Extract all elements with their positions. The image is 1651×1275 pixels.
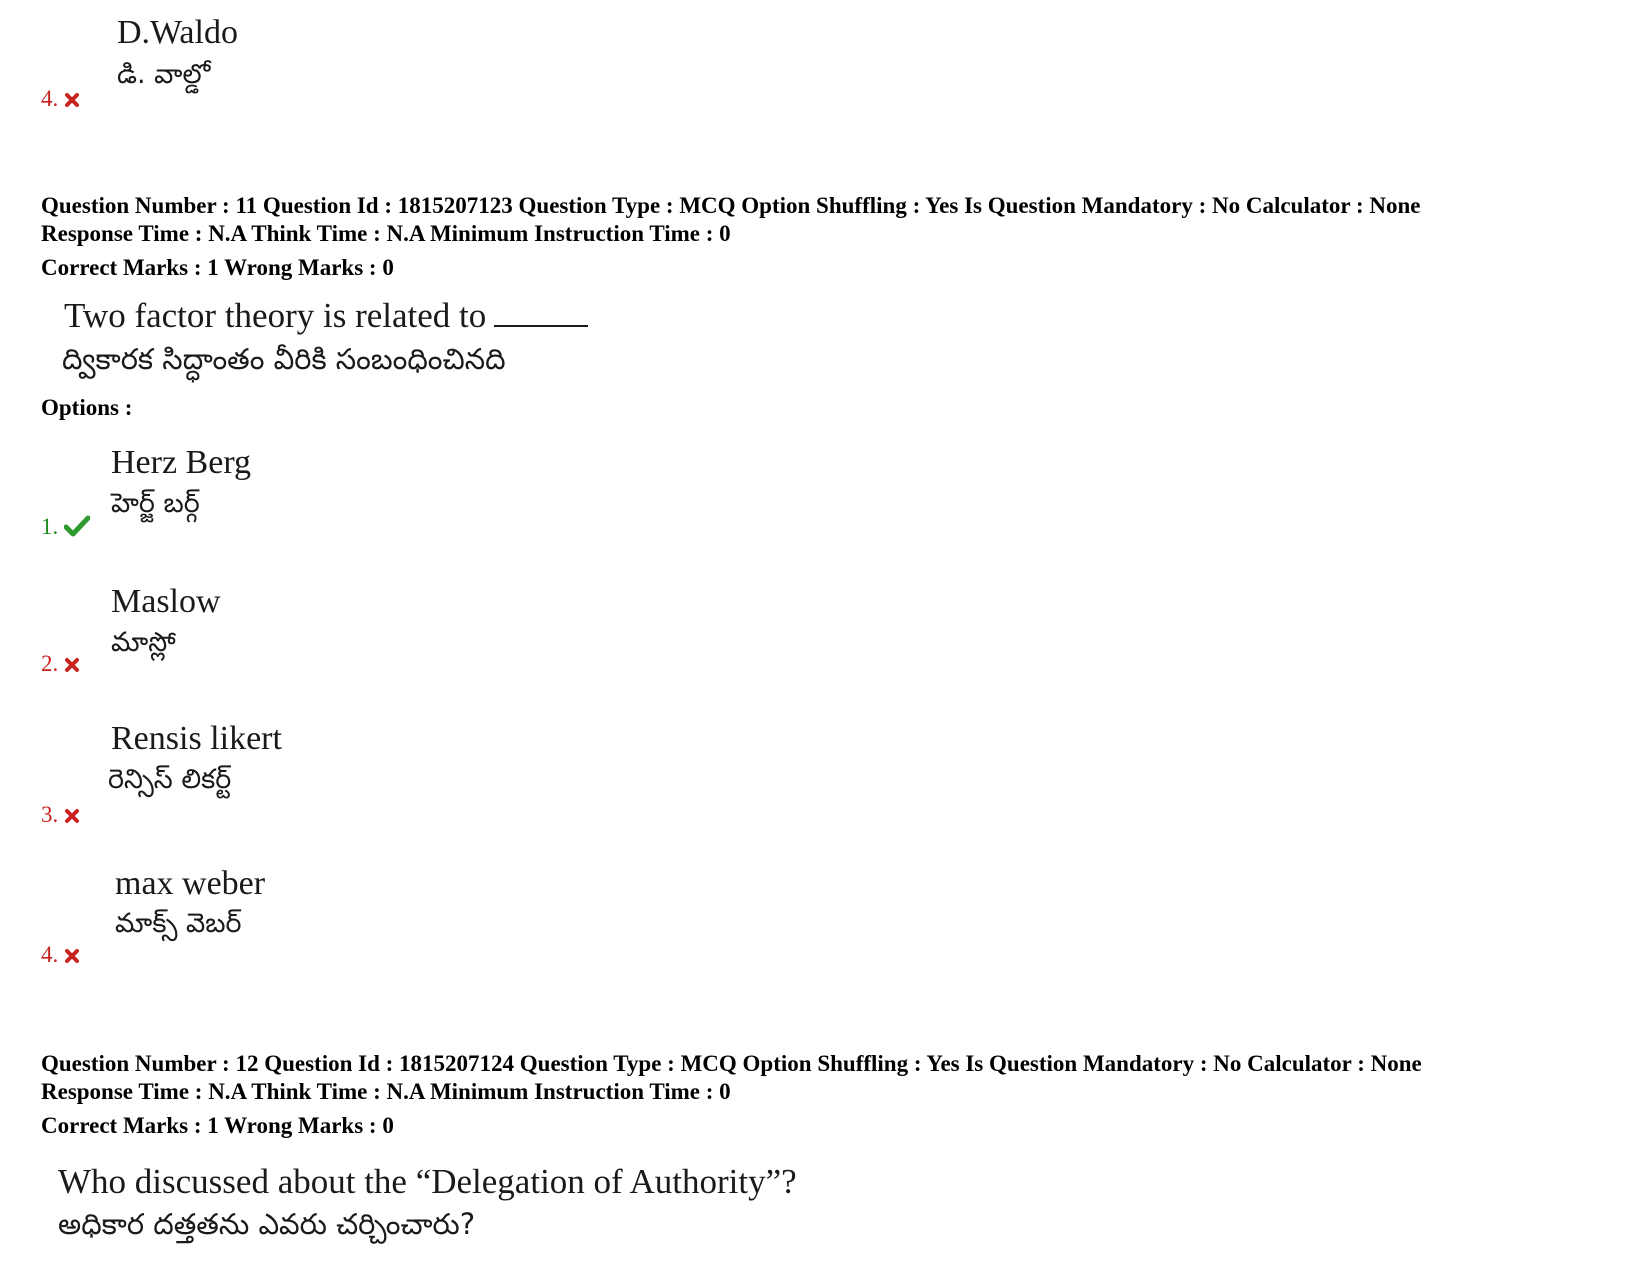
q11-option-3-english: Rensis likert: [111, 720, 282, 757]
q12-meta-line-1: Question Number : 12 Question Id : 1815207124 Question Type : MCQ Option Shuffling : Yes Is Question Mandatory : No Calculator : None: [41, 1051, 1422, 1076]
prev-option-4-english: D.Waldo: [117, 14, 238, 51]
q11-option-2-number: 2.: [41, 651, 80, 679]
q11-question-english: Two factor theory is related to: [64, 296, 588, 336]
cross-icon: [64, 944, 80, 970]
q11-option-1-number: 1.: [41, 514, 90, 543]
q11-option-1-telugu: హెర్జ్ బర్గ్: [111, 488, 200, 519]
q11-question-telugu: ద్వికారక సిద్ధాంతం వీరికి సంబంధించినది: [62, 342, 506, 376]
q11-option-3-telugu: రెన్సిస్ లికర్ట్: [108, 764, 232, 795]
q11-marks: Correct Marks : 1 Wrong Marks : 0: [41, 255, 394, 280]
q11-option-4-number: 4.: [41, 942, 80, 970]
q11-meta-line-2: Response Time : N.A Think Time : N.A Minimum Instruction Time : 0: [41, 221, 731, 246]
answer-blank: [494, 297, 588, 327]
q12-marks: Correct Marks : 1 Wrong Marks : 0: [41, 1113, 394, 1138]
q11-option-4-english: max weber: [115, 865, 266, 902]
cross-icon: [64, 88, 80, 114]
q11-option-2-english: Maslow: [111, 583, 221, 620]
q12-question-telugu: అధికార దత్తతను ఎవరు చర్చించారు?: [58, 1207, 476, 1241]
q11-option-2-telugu: మాస్లో: [111, 627, 176, 658]
q11-options-label: Options :: [41, 395, 133, 420]
cross-icon: [64, 804, 80, 830]
q11-option-1-english: Herz Berg: [111, 444, 252, 481]
q11-meta-line-1: Question Number : 11 Question Id : 1815207123 Question Type : MCQ Option Shuffling : Yes Is Question Mandatory : No Calculator : None: [41, 193, 1421, 218]
q12-question-english: Who discussed about the “Delegation of Authority”?: [58, 1162, 797, 1201]
q12-meta-line-2: Response Time : N.A Think Time : N.A Minimum Instruction Time : 0: [41, 1079, 731, 1104]
cross-icon: [64, 653, 80, 679]
prev-option-4-number: 4.: [41, 86, 80, 114]
q11-option-3-number: 3.: [41, 802, 80, 830]
check-icon: [64, 515, 90, 543]
q11-option-4-telugu: మాక్స్ వెబర్: [115, 908, 242, 939]
prev-option-4-telugu: డి. వాల్డో: [117, 59, 211, 90]
